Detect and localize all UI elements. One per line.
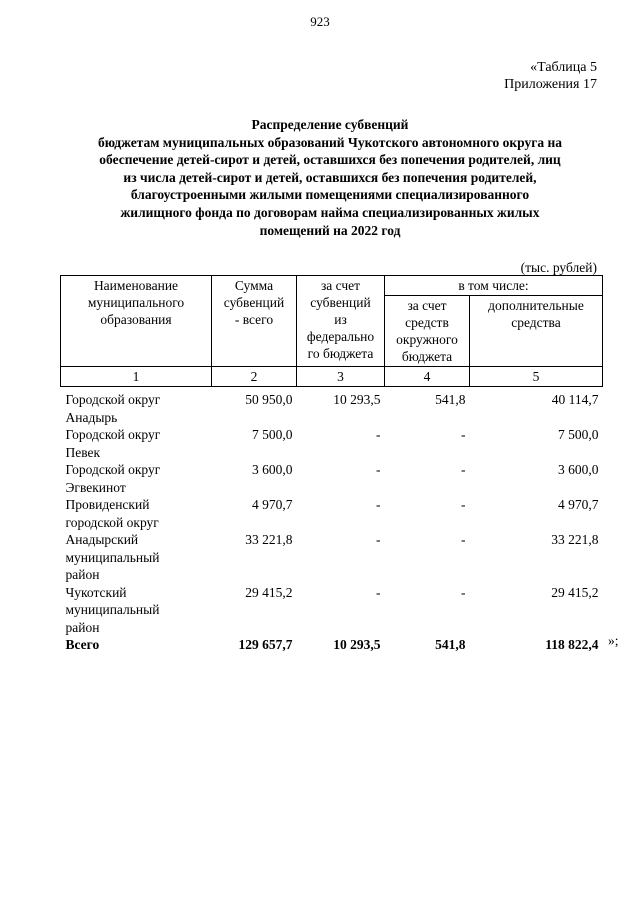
column-number: 2 — [212, 367, 297, 387]
title-line: из числа детей-сирот и детей, оставшихся без попечения родителей, — [123, 169, 537, 185]
row-total: 3 600,0 — [252, 462, 293, 477]
row-name: Анадырский муниципальный район — [65, 532, 160, 582]
title-line: жилищного фонда по договорам найма специализированных жилых — [120, 204, 540, 220]
header-including: в том числе: — [385, 276, 603, 296]
column-number-row — [61, 367, 603, 387]
column-number: 3 — [297, 367, 385, 387]
row-federal: - — [376, 584, 381, 600]
table-row — [61, 584, 603, 637]
row-federal: - — [376, 427, 381, 442]
row-additional: 29 415,2 — [551, 584, 599, 600]
row-district: - — [461, 427, 466, 442]
header-district: за счет средств окружного бюджета — [385, 296, 470, 367]
table-row — [61, 531, 603, 584]
row-district: 541,8 — [435, 392, 466, 407]
row-total: 4 970,7 — [252, 497, 293, 512]
row-name: Провиденский городской округ — [65, 497, 159, 530]
header-sum: Сумма субвенций - всего — [212, 276, 297, 367]
total-additional: 118 822,4 — [545, 637, 599, 652]
total-row — [61, 636, 603, 654]
title-line: бюджетам муниципальных образований Чукотского автономного округа на — [97, 134, 563, 150]
subvention-table — [60, 275, 603, 654]
row-additional: 4 970,7 — [558, 497, 599, 512]
row-additional: 3 600,0 — [558, 462, 599, 477]
header-federal: за счет субвенций из федерально го бюджета — [297, 276, 385, 367]
total-sum: 129 657,7 — [238, 637, 293, 652]
row-name: Городской округ Певек — [65, 427, 161, 460]
table-reference-line: «Таблица 5 — [530, 60, 597, 75]
table-reference-line: Приложения 17 — [504, 77, 597, 92]
row-additional: 40 114,7 — [551, 392, 599, 407]
title-line: благоустроенными жилыми помещениями специализированного — [130, 187, 530, 203]
closing-quote: »; — [608, 633, 619, 648]
row-additional: 7 500,0 — [558, 427, 599, 442]
row-federal: - — [376, 462, 381, 477]
header-additional: дополнительные средства — [470, 296, 603, 367]
row-total: 50 950,0 — [245, 392, 293, 407]
row-total: 7 500,0 — [252, 427, 293, 442]
row-district: - — [461, 462, 466, 477]
row-federal: - — [376, 532, 381, 547]
row-federal: - — [376, 497, 381, 512]
table-row — [61, 461, 603, 496]
header-name: Наименование муниципального образования — [61, 276, 212, 367]
title-line: обеспечение детей-сирот и детей, оставшихся без попечения родителей, лиц — [99, 152, 561, 168]
row-federal: 10 293,5 — [333, 392, 381, 407]
row-additional: 33 221,8 — [551, 532, 599, 547]
row-district: - — [461, 584, 466, 600]
column-number: 4 — [385, 367, 470, 387]
total-name: Всего — [65, 637, 100, 652]
row-name: Городской округ Анадырь — [65, 392, 161, 425]
row-district: - — [461, 532, 466, 547]
table-row — [61, 496, 603, 531]
row-name: Городской округ Эгвекинот — [65, 462, 161, 495]
table-row — [61, 426, 603, 461]
units-label: (тыс. рублей) — [520, 260, 597, 275]
column-number: 5 — [470, 367, 603, 387]
row-district: - — [461, 497, 466, 512]
total-district: 541,8 — [435, 637, 466, 652]
title-line: Распределение субвенций — [251, 117, 409, 132]
page-number: 923 — [310, 14, 330, 29]
column-number: 1 — [61, 367, 212, 387]
row-total: 33 221,8 — [245, 532, 293, 547]
table-row — [61, 391, 603, 426]
document-title — [60, 116, 600, 239]
total-federal: 10 293,5 — [333, 637, 381, 652]
row-name: Чукотский муниципальный район — [65, 584, 160, 635]
header-row — [61, 276, 603, 296]
row-total: 29 415,2 — [245, 584, 293, 600]
title-line: помещений на 2022 год — [259, 222, 401, 238]
table-reference — [504, 59, 597, 93]
